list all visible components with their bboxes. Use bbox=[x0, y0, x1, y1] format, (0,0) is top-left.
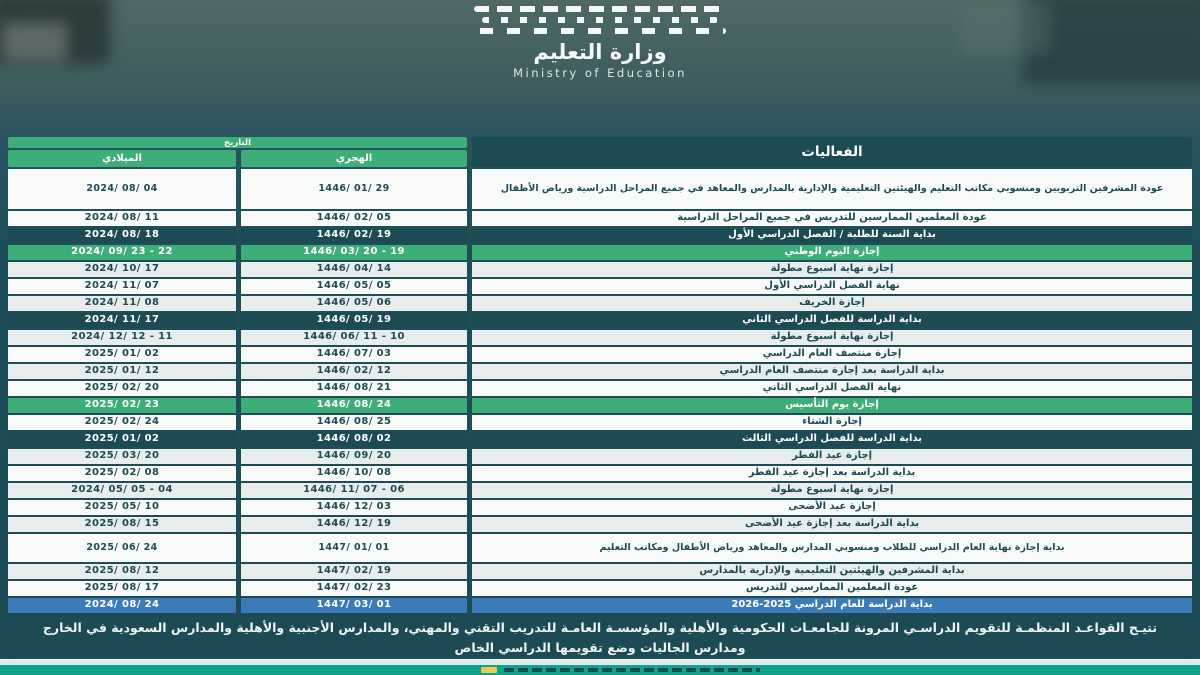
gregorian-date-cell: 2025/ 01/ 12 bbox=[8, 364, 236, 379]
hijri-date-cell: 1446/ 08/ 21 bbox=[241, 381, 467, 396]
hijri-date-cell: 1446/ 04/ 14 bbox=[241, 262, 467, 277]
event-cell: إجازة نهاية اسبوع مطولة bbox=[472, 262, 1192, 277]
hijri-column bbox=[241, 169, 467, 615]
event-cell: إجازة نهاية اسبوع مطولة bbox=[472, 483, 1192, 498]
footer-note: تتيـح القواعـد المنظمـة للتقويم الدراسـي المرونة للجامعـات الحكومية والأهلية والمؤسسـة العامـة للتدريب التقني والمهني، والمدارس الأجنبية والأهلية والمدارس السعودية في الخارج ومدارس الجاليات وضع تقويمها الدراسي الخاص bbox=[8, 617, 1192, 658]
date-group-header: التاريخ bbox=[8, 137, 467, 148]
gregorian-date-cell: 2025/ 02/ 08 bbox=[8, 466, 236, 481]
hijri-date-cell: 1446/ 05/ 19 bbox=[241, 313, 467, 328]
event-cell: إجازة اليوم الوطني bbox=[472, 245, 1192, 260]
hijri-date-cell: 1446/ 02/ 19 bbox=[241, 228, 467, 243]
hijri-date-cell: 1446/ 08/ 24 bbox=[241, 398, 467, 413]
gregorian-column bbox=[8, 169, 236, 615]
hijri-date-cell: 1446/ 03/ 20 - 19 bbox=[241, 245, 467, 260]
hijri-column-header: الهجري bbox=[241, 150, 467, 167]
hijri-date-cell: 1446/ 10/ 08 bbox=[241, 466, 467, 481]
ministry-logo-mark-icon bbox=[474, 6, 726, 34]
gregorian-date-cell: 2024/ 11/ 17 bbox=[8, 313, 236, 328]
gregorian-date-cell: 2024/ 08/ 11 bbox=[8, 211, 236, 226]
event-cell: إجازة الشتاء bbox=[472, 415, 1192, 430]
event-cell: نهاية الفصل الدراسي الثاني bbox=[472, 381, 1192, 396]
ministry-name-arabic: وزارة التعليم bbox=[533, 40, 667, 64]
event-cell: بداية المشرفين والهيئتين التعليمية والإدارية بالمدارس bbox=[472, 564, 1192, 579]
event-cell: إجازة الخريف bbox=[472, 296, 1192, 311]
hijri-date-cell: 1446/ 07/ 03 bbox=[241, 347, 467, 362]
gregorian-date-cell: 2025/ 08/ 12 bbox=[8, 564, 236, 579]
hijri-date-cell: 1446/ 06/ 11 - 10 bbox=[241, 330, 467, 345]
hijri-date-cell: 1446/ 08/ 02 bbox=[241, 432, 467, 447]
gregorian-date-cell: 2025/ 01/ 02 bbox=[8, 347, 236, 362]
hijri-date-cell: 1446/ 01/ 29 bbox=[241, 169, 467, 209]
event-cell: إجازة عيد الأضحى bbox=[472, 500, 1192, 515]
hijri-date-cell: 1446/ 02/ 12 bbox=[241, 364, 467, 379]
calendar-table bbox=[8, 137, 1192, 615]
hijri-date-cell: 1446/ 12/ 03 bbox=[241, 500, 467, 515]
table-body bbox=[8, 169, 1192, 615]
hijri-date-cell: 1446/ 09/ 20 bbox=[241, 449, 467, 464]
gregorian-date-cell: 2024/ 09/ 23 - 22 bbox=[8, 245, 236, 260]
events-column-header: الفعاليات bbox=[472, 137, 1192, 167]
gregorian-date-cell: 2025/ 06/ 24 bbox=[8, 534, 236, 562]
event-cell: بداية الدراسة بعد إجازة عيد الأضحى bbox=[472, 517, 1192, 532]
event-cell: بداية إجازة نهاية العام الدراسي للطلاب ومنسوبي المدارس والمعاهد ورياض الأطفال ومكاتب التعليم bbox=[472, 534, 1192, 562]
gregorian-date-cell: 2025/ 08/ 17 bbox=[8, 581, 236, 596]
date-column-group bbox=[8, 137, 467, 167]
gregorian-date-cell: 2024/ 08/ 04 bbox=[8, 169, 236, 209]
gregorian-date-cell: 2025/ 03/ 20 bbox=[8, 449, 236, 464]
hijri-date-cell: 1446/ 05/ 06 bbox=[241, 296, 467, 311]
hijri-date-cell: 1447/ 01/ 01 bbox=[241, 534, 467, 562]
event-cell: إجازة نهاية اسبوع مطولة bbox=[472, 330, 1192, 345]
gregorian-date-cell: 2024/ 12/ 12 - 11 bbox=[8, 330, 236, 345]
ministry-name-english: Ministry of Education bbox=[513, 66, 687, 81]
hijri-date-cell: 1447/ 02/ 23 bbox=[241, 581, 467, 596]
event-cell: إجازة يوم التأسيس bbox=[472, 398, 1192, 413]
gregorian-date-cell: 2025/ 02/ 24 bbox=[8, 415, 236, 430]
hijri-date-cell: 1446/ 08/ 25 bbox=[241, 415, 467, 430]
watermark-text bbox=[504, 668, 760, 672]
gregorian-date-cell: 2024/ 08/ 18 bbox=[8, 228, 236, 243]
hijri-date-cell: 1446/ 02/ 05 bbox=[241, 211, 467, 226]
hijri-date-cell: 1447/ 03/ 01 bbox=[241, 598, 467, 613]
event-cell: عودة المعلمين الممارسين للتدريس bbox=[472, 581, 1192, 596]
watermark-logo-icon bbox=[481, 667, 497, 673]
event-cell: بداية الدراسة للفصل الدراسي الثالث bbox=[472, 432, 1192, 447]
gregorian-date-cell: 2025/ 05/ 10 bbox=[8, 500, 236, 515]
gregorian-date-cell: 2025/ 08/ 15 bbox=[8, 517, 236, 532]
event-cell: بداية الدراسة بعد إجازة منتصف العام الدراسي bbox=[472, 364, 1192, 379]
event-cell: بداية السنة للطلبة / الفصل الدراسي الأول bbox=[472, 228, 1192, 243]
hijri-date-cell: 1447/ 02/ 19 bbox=[241, 564, 467, 579]
event-cell: بداية الدراسة للعام الدراسي 2025-2026 bbox=[472, 598, 1192, 613]
hijri-date-cell: 1446/ 12/ 19 bbox=[241, 517, 467, 532]
hijri-date-cell: 1446/ 05/ 05 bbox=[241, 279, 467, 294]
gregorian-date-cell: 2024/ 08/ 24 bbox=[8, 598, 236, 613]
gregorian-date-cell: 2024/ 11/ 08 bbox=[8, 296, 236, 311]
ministry-logo bbox=[0, 6, 1200, 80]
gregorian-date-cell: 2025/ 01/ 02 bbox=[8, 432, 236, 447]
hijri-date-cell: 1446/ 11/ 07 - 06 bbox=[241, 483, 467, 498]
gregorian-date-cell: 2024/ 11/ 07 bbox=[8, 279, 236, 294]
table-header bbox=[8, 137, 1192, 167]
event-cell: بداية الدراسة للفصل الدراسي الثاني bbox=[472, 313, 1192, 328]
event-cell: إجازة منتصف العام الدراسي bbox=[472, 347, 1192, 362]
event-cell: عودة المعلمين الممارسين للتدريس في جميع المراحل الدراسية bbox=[472, 211, 1192, 226]
events-column bbox=[472, 169, 1192, 615]
event-cell: نهاية الفصل الدراسي الأول bbox=[472, 279, 1192, 294]
gregorian-date-cell: 2024/ 05/ 05 - 04 bbox=[8, 483, 236, 498]
event-cell: بداية الدراسة بعد إجازة عيد الفطر bbox=[472, 466, 1192, 481]
event-cell: عودة المشرفين التربويين ومنسوبي مكاتب التعليم والهيئتين التعليمية والإدارية بالمدارس والمعاهد في جميع المراحل الدراسية ورياض الأطفال bbox=[472, 169, 1192, 209]
event-cell: إجازة عيد الفطر bbox=[472, 449, 1192, 464]
gregorian-date-cell: 2025/ 02/ 23 bbox=[8, 398, 236, 413]
gregorian-column-header: الميلادي bbox=[8, 150, 236, 167]
gregorian-date-cell: 2025/ 02/ 20 bbox=[8, 381, 236, 396]
gregorian-date-cell: 2024/ 10/ 17 bbox=[8, 262, 236, 277]
